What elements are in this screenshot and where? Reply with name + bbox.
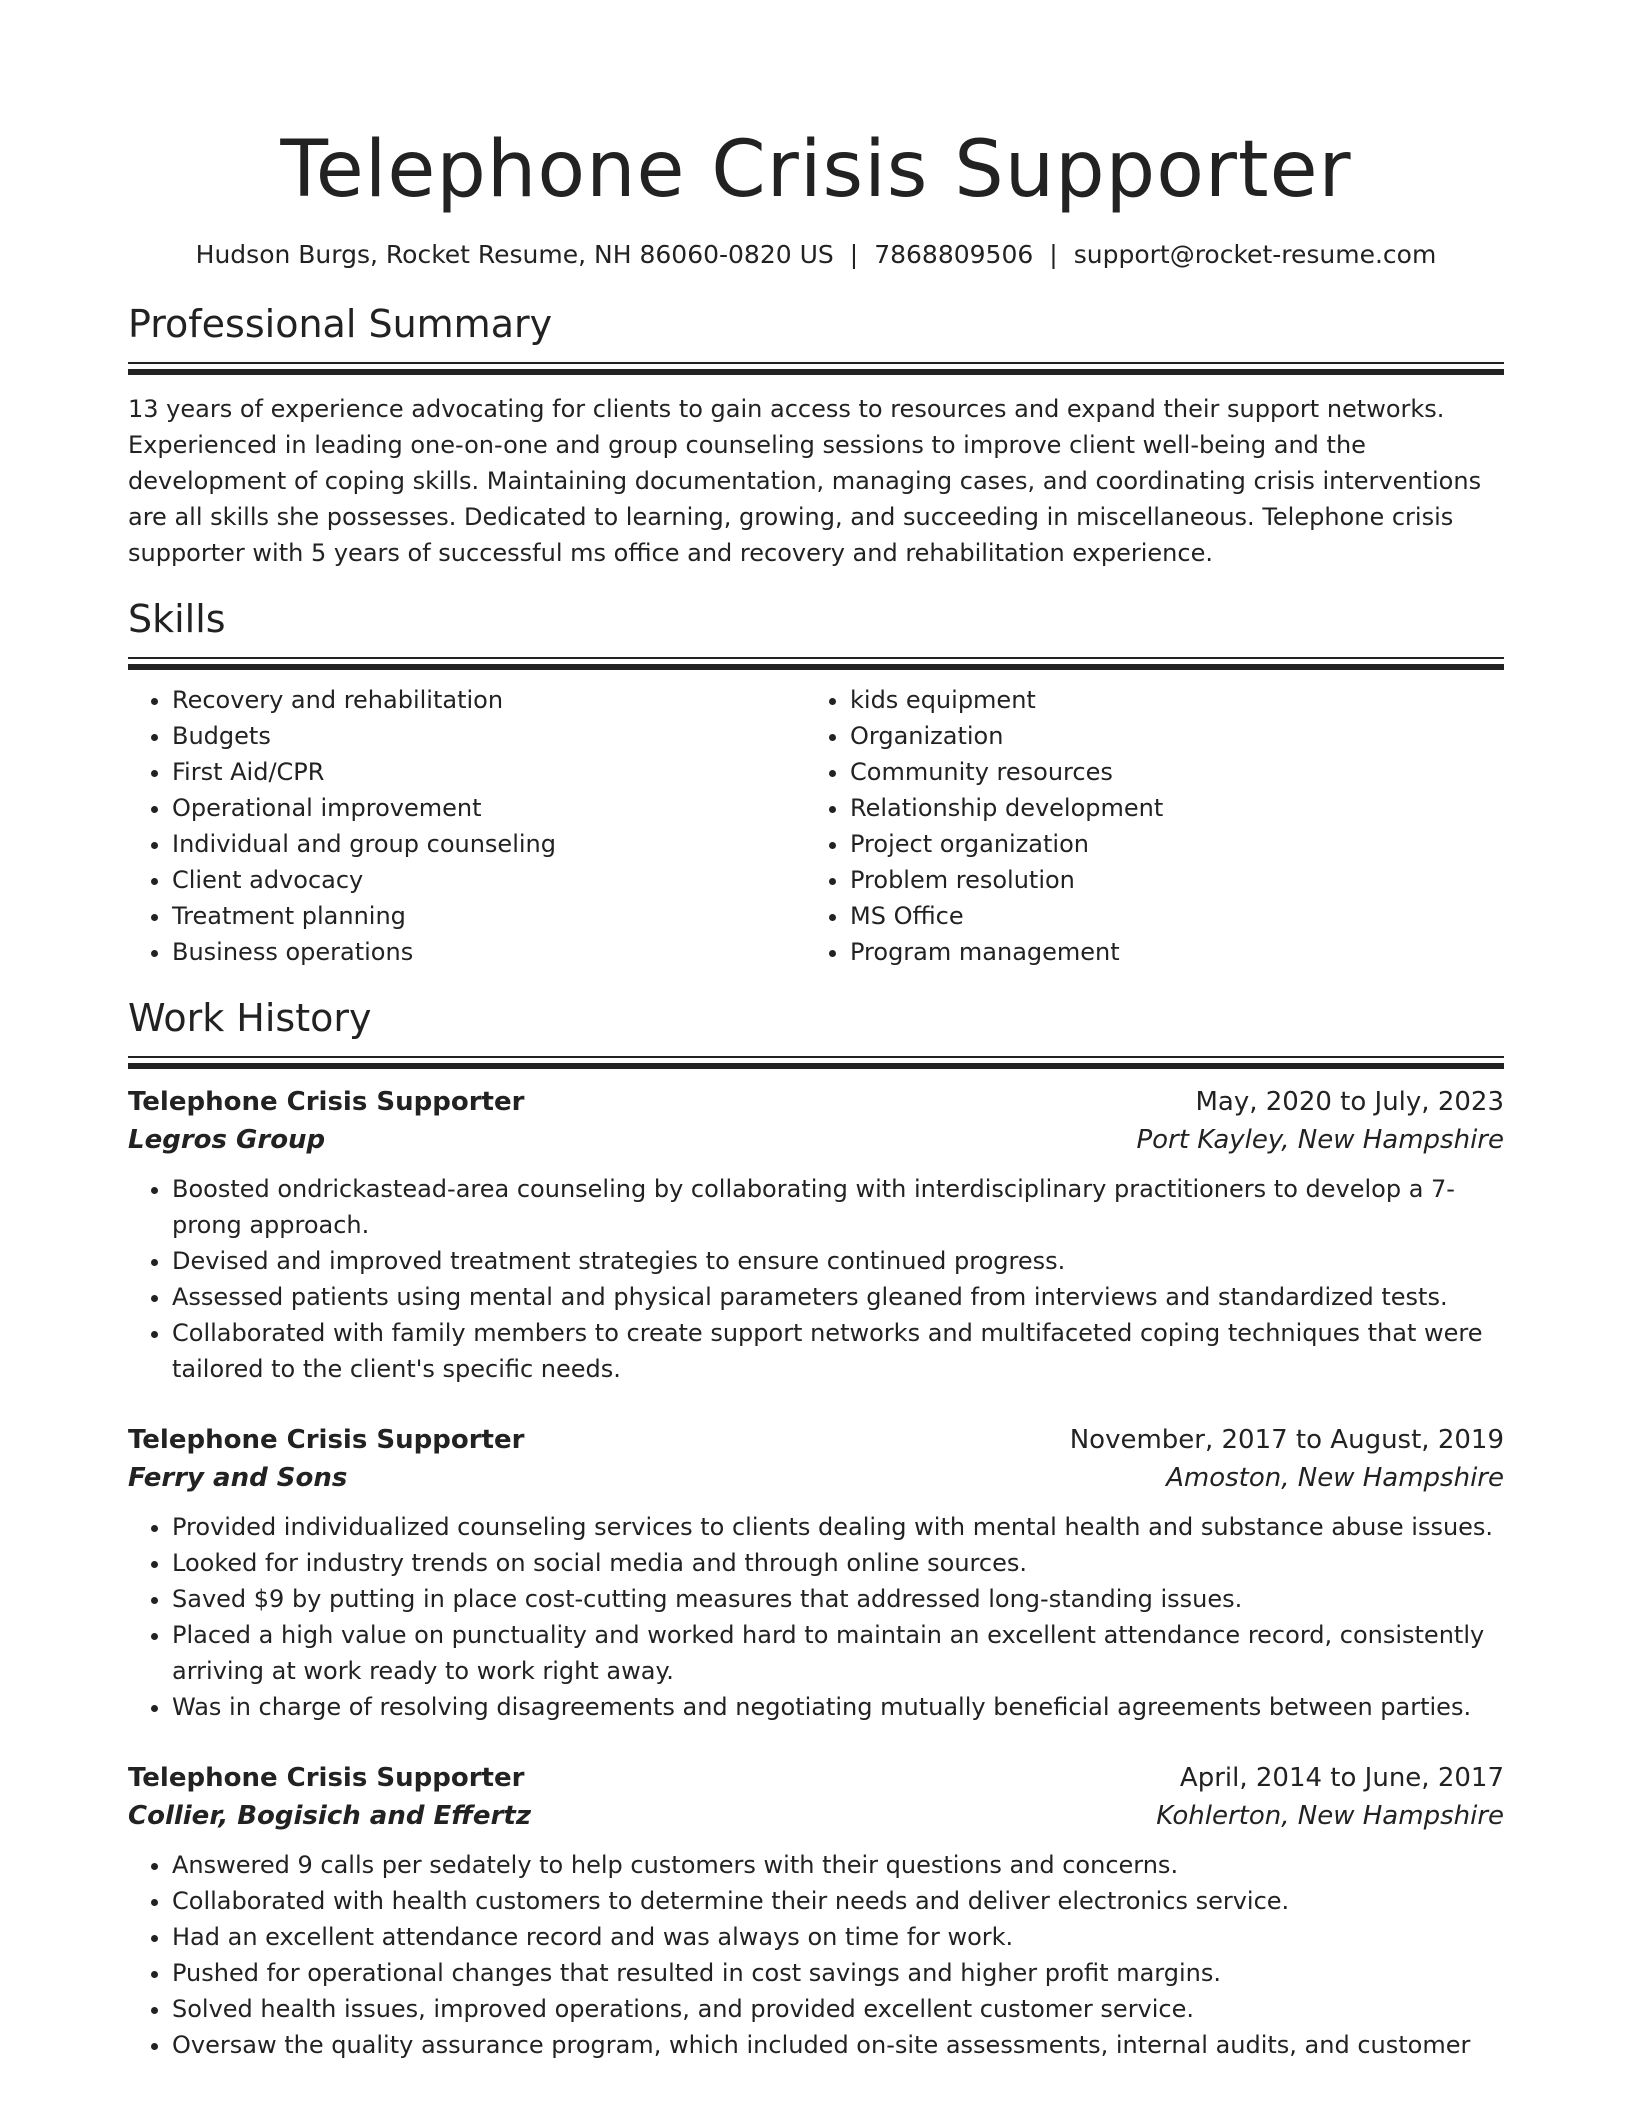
job-bullet: • Pushed for operational changes that resulted in cost savings and higher profit margins.	[172, 1955, 1504, 1991]
contact-address: Hudson Burgs, Rocket Resume, NH 86060-0820 US	[195, 240, 834, 269]
job-header-row	[128, 1083, 1504, 1121]
section-rule	[128, 1056, 1504, 1058]
job-bullet: • Boosted ondrickastead-area counseling by collaborating with interdisciplinary practitioners to develop a 7-prong approach.	[172, 1171, 1504, 1243]
job-bullet: • Saved $9 by putting in place cost-cutting measures that addressed long-standing issues.	[172, 1581, 1504, 1617]
skill-item: • Project organization	[850, 826, 1484, 862]
section-rule-thick	[128, 664, 1504, 670]
skills-list-left	[128, 682, 806, 970]
contact-phone: 7868809506	[874, 240, 1034, 269]
job-bullets	[128, 1171, 1504, 1387]
job-location: Amoston, New Hampshire	[1166, 1463, 1504, 1493]
job-dates: May, 2020 to July, 2023	[1195, 1087, 1504, 1117]
job-entry	[128, 1759, 1504, 2063]
section-rule	[128, 362, 1504, 364]
skills-section	[128, 595, 1504, 970]
job-company: Legros Group	[128, 1125, 326, 1155]
professional-summary-section	[128, 300, 1504, 571]
job-header-row	[128, 1759, 1504, 1797]
job-company-row	[128, 1459, 1504, 1497]
job-bullet: • Provided individualized counseling services to clients dealing with mental health and substance abuse issues.	[172, 1509, 1504, 1545]
skill-item: • Treatment planning	[172, 898, 806, 934]
contact-email: support@rocket-resume.com	[1073, 240, 1437, 269]
job-bullet: • Looked for industry trends on social media and through online sources.	[172, 1545, 1504, 1581]
skill-item: • kids equipment	[850, 682, 1484, 718]
job-title: Telephone Crisis Supporter	[128, 1763, 525, 1793]
skill-item: • MS Office	[850, 898, 1484, 934]
job-bullet: • Devised and improved treatment strategies to ensure continued progress.	[172, 1243, 1504, 1279]
skill-item: • First Aid/CPR	[172, 754, 806, 790]
section-rule-thick	[128, 369, 1504, 375]
resume-title: Telephone Crisis Supporter	[280, 125, 1352, 215]
section-heading-work: Work History	[128, 996, 372, 1040]
job-dates: November, 2017 to August, 2019	[1069, 1425, 1504, 1455]
skills-list-right	[806, 682, 1484, 970]
job-entry	[128, 1083, 1504, 1387]
contact-line	[128, 238, 1504, 272]
skill-item: • Business operations	[172, 934, 806, 970]
job-company-row	[128, 1797, 1504, 1835]
skill-item: • Client advocacy	[172, 862, 806, 898]
skill-item: • Community resources	[850, 754, 1484, 790]
skill-item: • Organization	[850, 718, 1484, 754]
skill-item: • Relationship development	[850, 790, 1484, 826]
job-bullets	[128, 1509, 1504, 1725]
skill-item: • Problem resolution	[850, 862, 1484, 898]
job-location: Port Kayley, New Hampshire	[1136, 1125, 1504, 1155]
skill-item: • Individual and group counseling	[172, 826, 806, 862]
job-bullet: • Solved health issues, improved operations, and provided excellent customer service.	[172, 1991, 1504, 2027]
job-bullet: • Had an excellent attendance record and was always on time for work.	[172, 1919, 1504, 1955]
job-entry	[128, 1421, 1504, 1725]
job-bullet: • Oversaw the quality assurance program, which included on-site assessments, internal audits, and customer	[172, 2027, 1504, 2063]
job-bullet: • Was in charge of resolving disagreements and negotiating mutually beneficial agreements between parties.	[172, 1689, 1504, 1725]
skill-item: • Budgets	[172, 718, 806, 754]
job-location: Kohlerton, New Hampshire	[1156, 1801, 1504, 1831]
contact-separator: |	[1049, 240, 1058, 269]
job-company-row	[128, 1121, 1504, 1159]
job-bullet: • Answered 9 calls per sedately to help customers with their questions and concerns.	[172, 1847, 1504, 1883]
skills-columns	[128, 682, 1504, 970]
job-bullet: • Collaborated with family members to create support networks and multifaceted coping techniques that were tailored to the client's specific needs.	[172, 1315, 1504, 1387]
section-heading-skills: Skills	[128, 597, 226, 641]
skill-item: • Operational improvement	[172, 790, 806, 826]
job-bullet: • Assessed patients using mental and physical parameters gleaned from interviews and standardized tests.	[172, 1279, 1504, 1315]
job-title: Telephone Crisis Supporter	[128, 1425, 525, 1455]
job-bullet: • Collaborated with health customers to determine their needs and deliver electronics service.	[172, 1883, 1504, 1919]
job-company: Collier, Bogisich and Effertz	[128, 1801, 531, 1831]
job-company: Ferry and Sons	[128, 1463, 348, 1493]
skill-item: • Program management	[850, 934, 1484, 970]
section-rule-thick	[128, 1063, 1504, 1069]
resume-page	[128, 0, 1504, 2063]
section-heading-summary: Professional Summary	[128, 302, 553, 346]
job-title: Telephone Crisis Supporter	[128, 1087, 525, 1117]
contact-separator: |	[849, 240, 859, 269]
job-bullet: • Placed a high value on punctuality and worked hard to maintain an excellent attendance record, consistently arriving at work ready to work right away.	[172, 1617, 1504, 1689]
section-rule	[128, 657, 1504, 659]
skill-item: • Recovery and rehabilitation	[172, 682, 806, 718]
job-bullets	[128, 1847, 1504, 2063]
job-header-row	[128, 1421, 1504, 1459]
summary-text: 13 years of experience advocating for clients to gain access to resources and expand their support networks. Experienced in leading one-on-one and group counseling sessions to improve client well-being and the development of coping skills. Maintaining documentation, managing cases, and coordinating crisis interventions are all skills she possesses. Dedicated to learning, growing, and succeeding in miscellaneous. Telephone crisis supporter with 5 years of successful ms office and recovery and rehabilitation experience.	[128, 395, 1482, 567]
job-dates: April, 2014 to June, 2017	[1179, 1763, 1504, 1793]
work-history-section	[128, 994, 1504, 2063]
